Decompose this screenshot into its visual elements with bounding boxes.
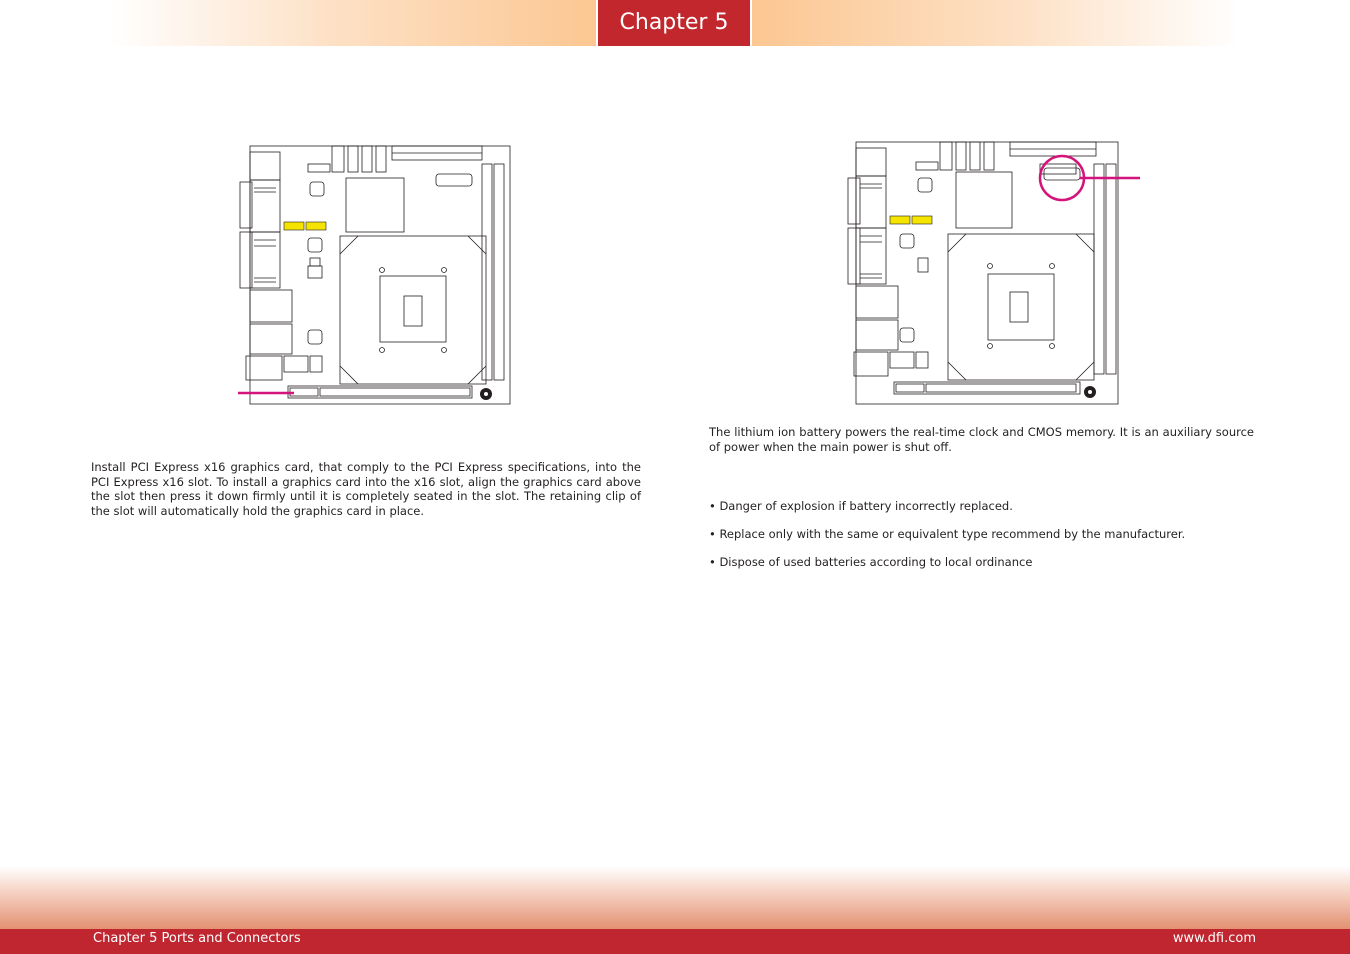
motherboard-diagram-pcie-slot — [236, 144, 512, 408]
board-outline — [250, 146, 510, 404]
header-gradient-left — [110, 0, 596, 46]
footer-website-link[interactable]: www.dfi.com — [1172, 931, 1256, 946]
battery-warning-item: • Danger of explosion if battery incorrectly replaced. — [709, 499, 1013, 513]
footer-gradient — [0, 866, 1350, 930]
board-outline — [856, 142, 1118, 404]
pcie-install-paragraph: Install PCI Express x16 graphics card, that comply to the PCI Express specifications, into the PCI Express x16 slot. To install a graphics card into the x16 slot, align the graphics card above the slot then press it down firmly until it is completely seated in the slot. The retaining clip of the slot will automatically hold the graphics card in place. — [91, 460, 641, 518]
motherboard-diagram-battery — [844, 140, 1144, 406]
chapter-tab: Chapter 5 — [598, 0, 750, 46]
footer-chapter-title: Chapter 5 Ports and Connectors — [93, 931, 301, 946]
battery-warning-item: • Dispose of used batteries according to local ordinance — [709, 555, 1033, 569]
battery-warning-item: • Replace only with the same or equivalent type recommend by the manufacturer. — [709, 527, 1186, 541]
battery-description-paragraph: The lithium ion battery powers the real-time clock and CMOS memory. It is an auxiliary source of power when the main power is shut off. — [709, 425, 1254, 454]
header-gradient-right — [752, 0, 1240, 46]
